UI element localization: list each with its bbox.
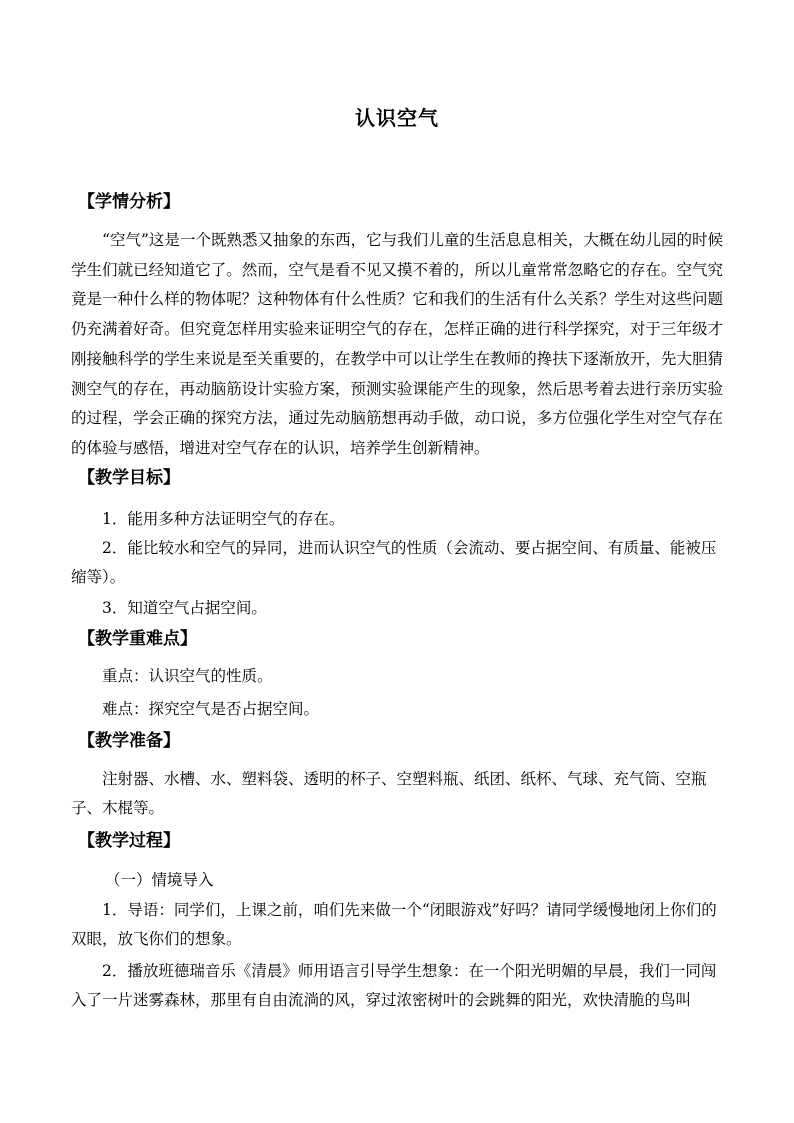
process-step-2: 2．播放班德瑞音乐《清晨》师用语言引导学生想象：在一个阳光明媚的早晨，我们一同闯入了一片迷雾森林，那里有自由流淌的风，穿过浓密树叶的会跳舞的阳光，欢快清脆的鸟叫 [71, 962, 717, 1009]
section-heading-preparation: 【教学准备】 [78, 731, 180, 751]
goal-item-2: 2．能比较水和空气的异同，进而认识空气的性质（会流动、要占据空间、有质量、能被压缩等）。 [71, 539, 717, 586]
preparation-list: 注射器、水槽、水、塑料袋、透明的杯子、空塑料瓶、纸团、纸杯、气球、充气筒、空瓶子、木棍等。 [71, 770, 707, 817]
process-step-1: 1．导语：同学们，上课之前，咱们先来做一个“闭眼游戏”好吗？请同学缓慢地闭上你们的双眼，放飞你们的想象。 [71, 901, 717, 948]
key-difficulty: 难点：探究空气是否占据空间。 [102, 700, 320, 718]
process-subheading: （一）情境导入 [105, 871, 214, 889]
section-heading-process: 【教学过程】 [78, 831, 180, 851]
key-focus: 重点：认识空气的性质。 [102, 667, 273, 685]
section-heading-goals: 【教学目标】 [78, 468, 180, 488]
goal-item-1: 1．能用多种方法证明空气的存在。 [102, 510, 345, 528]
document-title: 认识空气 [355, 106, 439, 130]
analysis-paragraph: “空气”这是一个既熟悉又抽象的东西，它与我们儿童的生活息息相关，大概在幼儿园的时候学生们就已经知道它了。然而，空气是看不见又摸不着的，所以儿童常常忽略它的存在。空气究竟是一种什么样的物体呢？这种物体有什么性质？它和我们的生活有什么关系？学生对这些问题仍充满着好奇。但究竟怎样用实验来证明空气的存在，怎样正确的进行科学探究，对于三年级才刚接触科学的学生来说是至关重要的，在教学中可以让学生在教师的搀扶下逐渐放开，先大胆猜测空气的存在，再动脑筋设计实验方案，预测实验课能产生的现象，然后思考着去进行亲历实验的过程，学会正确的探究方法，通过先动脑筋想再动手做，动口说，多方位强化学生对空气存在的体验与感悟，增进对空气存在的认识，培养学生创新精神。 [71, 231, 723, 457]
goal-item-3: 3．知道空气占据空间。 [102, 599, 267, 617]
section-heading-keypoints: 【教学重难点】 [78, 629, 197, 649]
section-heading-analysis: 【学情分析】 [78, 192, 180, 212]
